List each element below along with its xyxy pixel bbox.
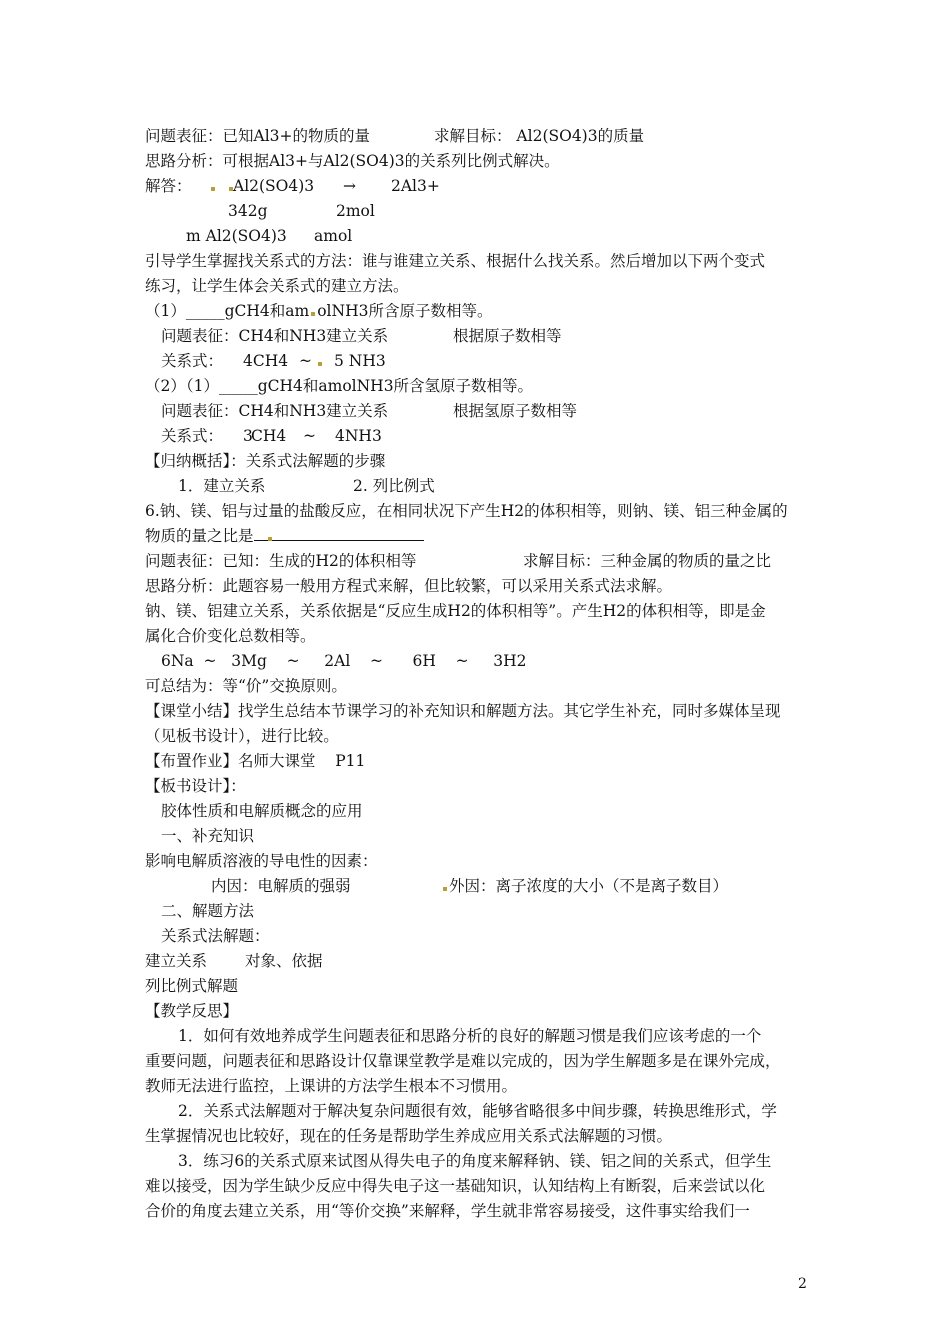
text: ~ bbox=[299, 352, 312, 370]
text: ~ bbox=[303, 427, 316, 445]
text: （2）（1）_____gCH4和amolNH3所含氢原子数相等。 bbox=[145, 377, 534, 395]
text: 内因：电解质的强弱 bbox=[211, 877, 351, 895]
equation-text: 6Na ~ 3Mg ~ 2Al ~ 6H ~ 3H2 bbox=[161, 652, 527, 670]
text: 引导学生掌握找关系式的方法：谁与谁建立关系、根据什么找关系。然后增加以下两个变式 bbox=[145, 252, 766, 270]
text: 思路分析：可根据Al3+与Al2(SO4)3的关系列比例式解决。 bbox=[145, 152, 560, 170]
text: 1．建立关系 bbox=[178, 477, 266, 495]
mark-dot bbox=[211, 187, 215, 191]
text: 重要问题，问题表征和思路设计仅靠课堂教学是难以完成的，因为学生解题多是在课外完成， bbox=[145, 1052, 781, 1070]
mark-dot bbox=[311, 312, 315, 316]
text: 解答： bbox=[145, 177, 192, 195]
mark-dot bbox=[443, 887, 447, 891]
text: 教师无法进行监控，上课讲的方法学生根本不习惯用。 bbox=[145, 1077, 518, 1095]
text: （1）_____gCH4和am bbox=[145, 302, 310, 320]
text: 关系式： bbox=[161, 427, 224, 445]
text: 根据氢原子数相等 bbox=[453, 402, 578, 420]
answer-blank bbox=[254, 526, 424, 541]
arrow-icon: → bbox=[343, 177, 356, 195]
text: 建立关系 bbox=[145, 952, 208, 970]
text: 一、补充知识 bbox=[161, 827, 255, 845]
text: 5 NH3 bbox=[334, 352, 386, 370]
text: 【教学反思】 bbox=[145, 1002, 239, 1020]
text: 2Al3+ bbox=[391, 177, 440, 195]
text: 求解目标：三种金属的物质的量之比 bbox=[523, 552, 772, 570]
text: 3 bbox=[243, 427, 253, 445]
text: Al2(SO4)3 bbox=[233, 177, 315, 195]
text: 【布置作业】名师大课堂 P11 bbox=[145, 752, 366, 770]
text: 关系式法解题： bbox=[161, 927, 270, 945]
text: 对象、依据 bbox=[245, 952, 323, 970]
text: 钠、镁、铝建立关系，关系依据是“反应生成H2的体积相等”。产生H2的体积相等，即是金 bbox=[145, 602, 766, 620]
text: 外因：离子浓度的大小（不是离子数目） bbox=[449, 877, 729, 895]
text: （见板书设计），进行比较。 bbox=[145, 727, 339, 745]
text: amol bbox=[314, 227, 353, 245]
text: 根据原子数相等 bbox=[453, 327, 562, 345]
text: 物质的量之比是 bbox=[145, 527, 254, 545]
text: m Al2(SO4)3 bbox=[186, 227, 287, 245]
text: 胶体性质和电解质概念的应用 bbox=[161, 802, 363, 820]
text: 可总结为：等“价”交换原则。 bbox=[145, 677, 347, 695]
text: 影响电解质溶液的导电性的因素： bbox=[145, 852, 378, 870]
text: 求解目标： Al2(SO4)3的质量 bbox=[434, 127, 645, 145]
text: 练习，让学生体会关系式的建立方法。 bbox=[145, 277, 409, 295]
text: 4NH3 bbox=[335, 427, 382, 445]
text: 1．如何有效地养成学生问题表征和思路分析的良好的解题习惯是我们应该考虑的一个 bbox=[178, 1027, 762, 1045]
text: olNH3所含原子数相等。 bbox=[317, 302, 493, 320]
text: 2mol bbox=[336, 202, 375, 220]
text: 生掌握情况也比较好，现在的任务是帮助学生养成应用关系式法解题的习惯。 bbox=[145, 1127, 673, 1145]
text: 2. 列比例式 bbox=[353, 477, 435, 495]
text: 二、解题方法 bbox=[161, 902, 255, 920]
text: 【板书设计】： bbox=[145, 777, 246, 795]
text: 342g bbox=[228, 202, 268, 220]
text: CH4 bbox=[251, 427, 287, 445]
text: 【课堂小结】找学生总结本节课学习的补充知识和解题方法。其它学生补充，同时多媒体呈现 bbox=[145, 702, 781, 720]
text: 【归纳概括】：关系式法解题的步骤 bbox=[145, 452, 386, 470]
text: 列比例式解题 bbox=[145, 977, 239, 995]
mark-dot bbox=[268, 537, 272, 541]
text: 关系式： bbox=[161, 352, 224, 370]
text: 思路分析：此题容易一般用方程式来解，但比较繁，可以采用关系式法求解。 bbox=[145, 577, 673, 595]
mark-dot bbox=[318, 362, 322, 366]
text: 6.钠、镁、铝与过量的盐酸反应，在相同状况下产生H2的体积相等，则钠、镁、铝三种金属的 bbox=[145, 502, 788, 520]
text: 问题表征：CH4和NH3建立关系 bbox=[161, 402, 389, 420]
text: 3．练习6的关系式原来试图从得失电子的角度来解释钠、镁、铝之间的关系式，但学生 bbox=[178, 1152, 772, 1170]
text: 属化合价变化总数相等。 bbox=[145, 627, 316, 645]
text: 4CH4 bbox=[243, 352, 289, 370]
text: 合价的角度去建立关系，用“等价交换”来解释，学生就非常容易接受，这件事实给我们一 bbox=[145, 1202, 750, 1220]
text: 问题表征：已知Al3+的物质的量 bbox=[145, 127, 371, 145]
text: 问题表征：CH4和NH3建立关系 bbox=[161, 327, 389, 345]
page-number: 2 bbox=[798, 1276, 807, 1292]
text: 难以接受，因为学生缺少反应中得失电子这一基础知识，认知结构上有断裂，后来尝试以化 bbox=[145, 1177, 766, 1195]
text: 2．关系式法解题对于解决复杂问题很有效，能够省略很多中间步骤，转换思维形式，学 bbox=[178, 1102, 777, 1120]
text: 问题表征：已知：生成的H2的体积相等 bbox=[145, 552, 417, 570]
